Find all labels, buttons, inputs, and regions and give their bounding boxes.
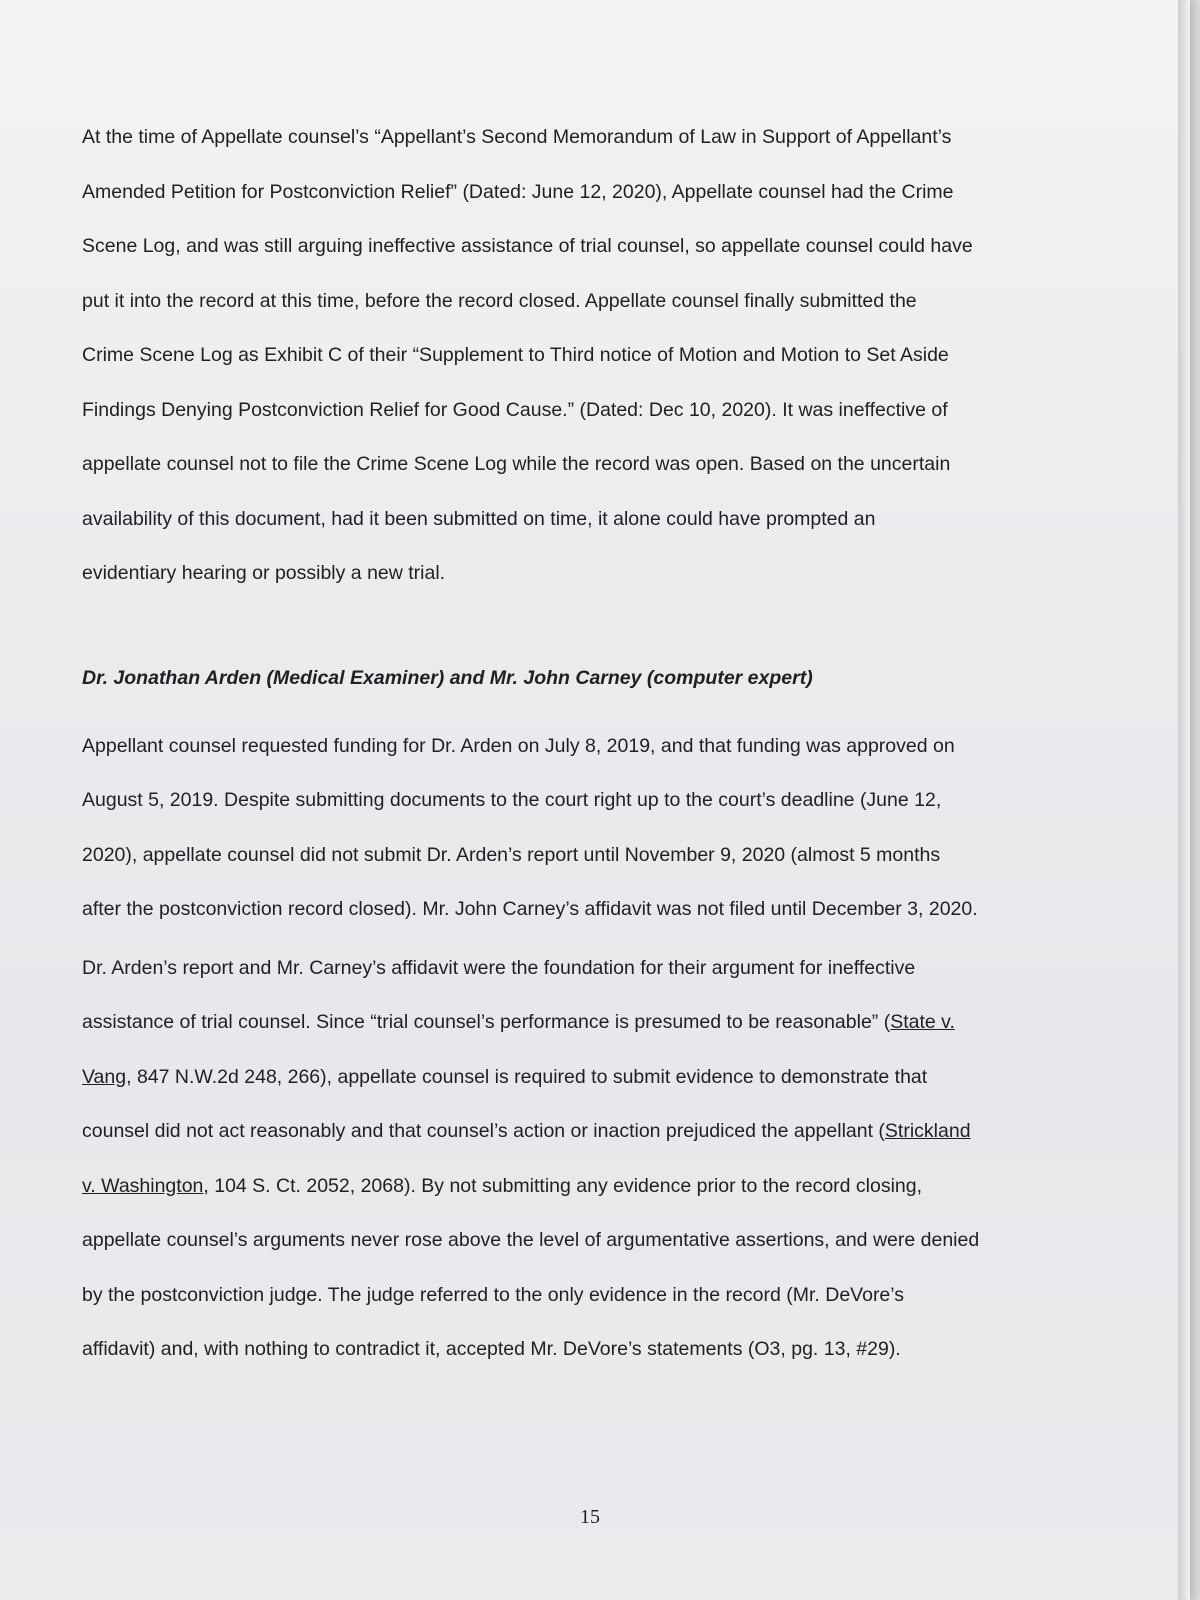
text-line: put it into the record at this time, before the record closed. Appellate counsel finally submitted the — [82, 289, 917, 312]
paragraph-foundation — [82, 941, 1072, 1377]
page-number: 15 — [580, 1506, 600, 1528]
text-line: appellate counsel not to file the Crime Scene Log while the record was open. Based on the uncertain — [82, 453, 951, 475]
text-line: by the postconviction judge. The judge referred to the only evidence in the record (Mr. DeVore’s — [82, 1283, 905, 1306]
section-heading: Dr. Jonathan Arden (Medical Examiner) and Mr. John Carney (computer expert) — [82, 666, 813, 689]
text-line: August 5, 2019. Despite submitting documents to the court right up to the court’s deadline (June 12, — [82, 789, 942, 811]
document-body — [82, 110, 1072, 1377]
case-citation-state-v-vang-cont: Vang — [82, 1065, 127, 1088]
text-line: after the postconviction record closed). Mr. John Carney’s affidavit was not filed until December 3, 2020. — [82, 898, 978, 920]
text-line: 2020), appellate counsel did not submit Dr. Arden’s report until November 9, 2020 (almost 5 months — [82, 843, 941, 866]
text-line: Crime Scene Log as Exhibit C of their “Supplement to Third notice of Motion and Motion to Set Aside — [82, 344, 949, 366]
paragraph-crime-scene-log — [82, 110, 1072, 601]
case-citation-state-v-vang: State v. — [890, 1011, 955, 1033]
text-segment: counsel did not act reasonably and that counsel’s action or inaction prejudiced the appellant ( — [82, 1120, 885, 1142]
case-citation-strickland: Strickland — [884, 1120, 971, 1142]
paragraph-funding — [82, 719, 1072, 937]
text-line: Amended Petition for Postconviction Relief” (Dated: June 12, 2020), Appellate counsel had the Crime — [82, 180, 954, 203]
text-line — [82, 995, 1072, 1050]
text-line — [82, 1050, 1072, 1105]
text-line — [82, 1159, 1072, 1214]
text-line: availability of this document, had it been submitted on time, it alone could have prompted an — [82, 507, 876, 530]
text-line — [82, 1104, 1072, 1159]
text-segment: assistance of trial counsel. Since “trial counsel’s performance is presumed to be reasonable” ( — [82, 1011, 891, 1033]
page-edge — [1178, 0, 1190, 1600]
text-line: evidentiary hearing or possibly a new trial. — [82, 562, 446, 584]
text-line: affidavit) and, with nothing to contradict it, accepted Mr. DeVore’s statements (O3, pg. 13, #29). — [82, 1338, 901, 1360]
text-line: Findings Denying Postconviction Relief for Good Cause.” (Dated: Dec 10, 2020). It was ineffective of — [82, 398, 948, 421]
case-citation-strickland-cont: v. Washington — [82, 1174, 204, 1197]
text-segment: , 104 S. Ct. 2052, 2068). By not submitting any evidence prior to the record closing, — [203, 1174, 923, 1197]
text-line: Scene Log, and was still arguing ineffective assistance of trial counsel, so appellate counsel could have — [82, 235, 973, 257]
text-line: At the time of Appellate counsel’s “Appellant’s Second Memorandum of Law in Support of Appellant’s — [82, 126, 952, 148]
text-line: Appellant counsel requested funding for Dr. Arden on July 8, 2019, and that funding was approved on — [82, 734, 955, 757]
text-segment: , 847 N.W.2d 248, 266), appellate counsel is required to submit evidence to demonstrate that — [126, 1065, 928, 1088]
text-line: Dr. Arden’s report and Mr. Carney’s affidavit were the foundation for their argument for ineffective — [82, 956, 916, 979]
text-line: appellate counsel’s arguments never rose above the level of argumentative assertions, and were denied — [82, 1229, 980, 1251]
